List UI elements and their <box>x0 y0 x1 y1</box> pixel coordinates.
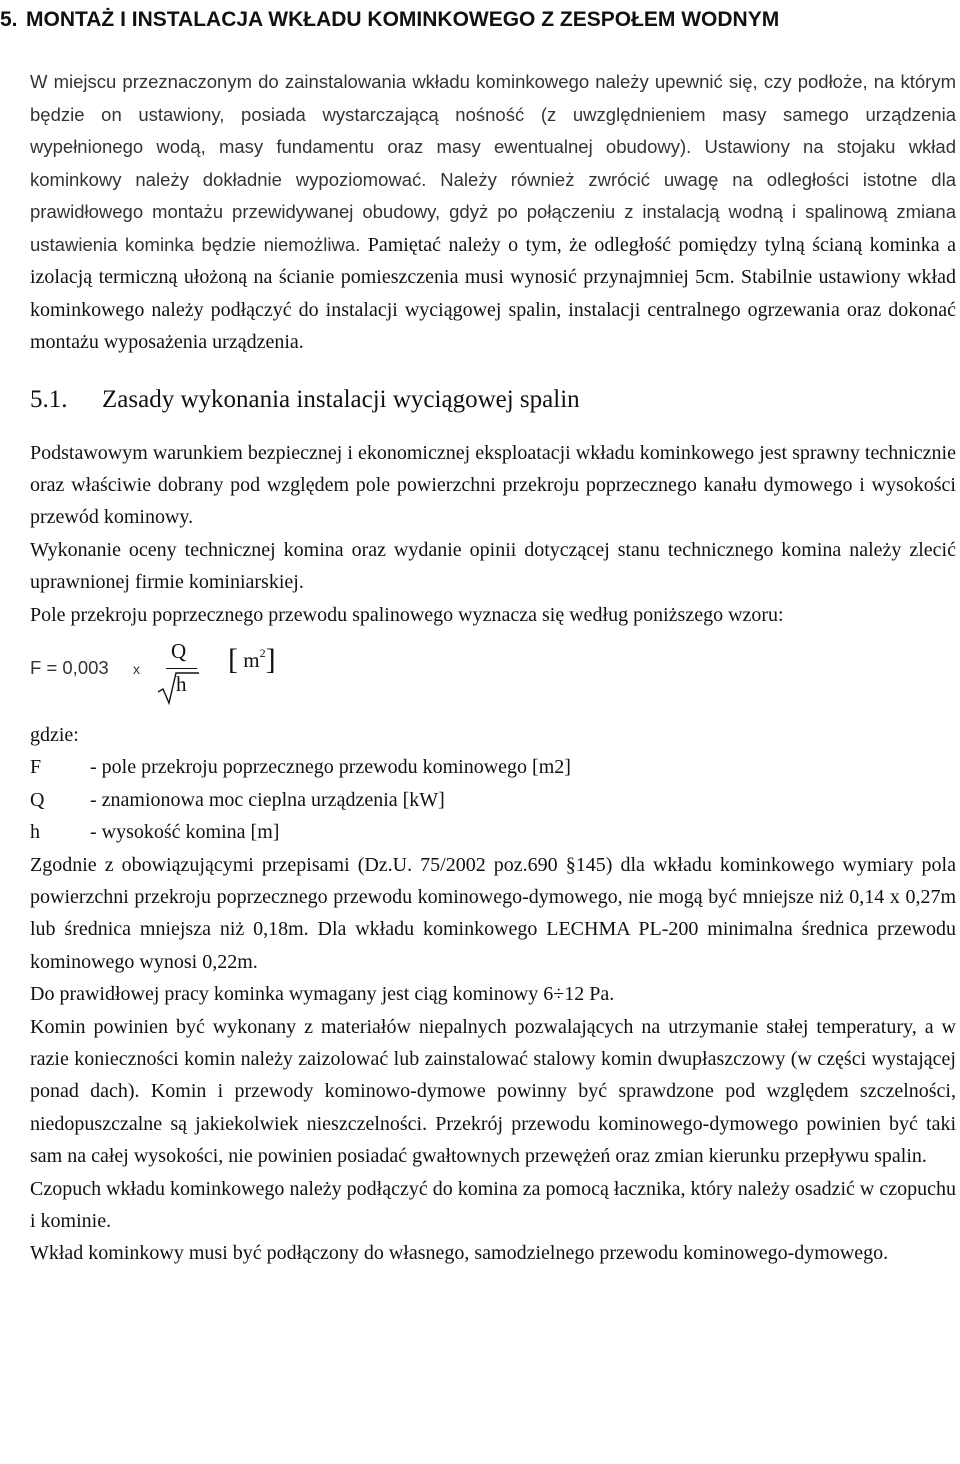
paragraph-flue-connection: Czopuch wkładu kominkowego należy podłączyć do komina za pomocą łacznika, który należy osadzić w czopuchu i kominie. <box>30 1177 956 1233</box>
formula-unit-exponent: 2 <box>259 645 266 660</box>
fraction-bar <box>166 668 197 669</box>
paragraph-assessment: Wykonanie oceny technicznej komina oraz wydanie opinii dotyczącej stanu technicznego komina należy zlecić uprawnionej firmie kominiarskiej. <box>30 538 956 594</box>
formula-times-sign: x <box>133 660 140 677</box>
definition-text: - wysokość komina [m] <box>90 821 280 844</box>
definition-symbol: F <box>30 756 42 779</box>
section-title: MONTAŻ I INSTALACJA WKŁADU KOMINKOWEGO Z ZESPOŁEM WODNYM <box>26 8 780 31</box>
definitions-list <box>30 751 956 848</box>
definitions-label: gdzie: <box>30 723 79 746</box>
paragraph-conditions: Podstawowym warunkiem bezpiecznej i ekonomicznej eksploatacji wkładu kominkowego jest sprawny technicznie oraz właściwie dobrany pod względem pole powierzchni przekroju poprzecznego kanału dymowego i wysokości przewód kominowy. <box>30 441 956 529</box>
formula-numerator: Q <box>171 638 187 663</box>
formula-lhs: F = 0,003 <box>30 656 109 678</box>
subsection-title: Zasady wykonania instalacji wyciągowej spalin <box>102 385 580 413</box>
paragraph-chimney-materials: Komin powinien być wykonany z materiałów niepalnych pozwalających na utrzymanie stałej temperatury, a w razie konieczności komin należy zaizolować lub zainstalować stalowy komin dwupłaszczowy (w części wystającej ponad dach). Komin i przewody kominowo-dymowe powinny być sprawdzone pod względem szczelności, niedopuszczalne są jakiekolwiek nieszczelności. Przekrój przewodu kominowego-dymowego powinien być taki sam na całej wysokości, nie powinien posiadać gwałtownych przewężeń oraz zmian kierunku przepływu spalin. <box>30 1015 956 1168</box>
paragraph-draft: Do prawidłowej pracy kominka wymagany jest ciąg kominowy 6÷12 Pa. <box>30 983 615 1006</box>
definition-symbol: Q <box>30 788 45 811</box>
definition-text: - pole przekroju poprzecznego przewodu kominowego [m2] <box>90 756 571 779</box>
area-formula <box>30 635 956 707</box>
formula-unit: [ $m^2$] <box>228 642 276 676</box>
definition-item <box>30 816 956 848</box>
definition-symbol: h <box>30 821 40 844</box>
definition-text: - znamionowa moc cieplna urządzenia [kW] <box>90 788 445 811</box>
subsection-heading <box>30 383 956 417</box>
paragraph-own-flue: Wkład kominkowy musi być podłączony do własnego, samodzielnego przewodu kominowego-dymowego. <box>30 1242 889 1265</box>
paragraph-regulations: Zgodnie z obowiązującymi przepisami (Dz.U. 75/2002 poz.690 §145) dla wkładu kominkowego wymiary pola powierzchni przekroju poprzecznego przewodu kominowego-dymowego, nie mogą być mniejsze niż 0,14 x 0,27m lub średnica mniejsza niż 0,18m. Dla wkładu kominkowego LECHMA PL-200 minimalna średnica przewodu kominowego wynosi 0,22m. <box>30 853 956 973</box>
intro-paragraph <box>30 66 956 359</box>
section-heading <box>0 6 956 34</box>
intro-part-1: W miejscu przeznaczonym do zainstalowania wkładu kominkowego należy upewnić się, czy podłoże, na którym będzie on ustawiony, posiada wystarczającą nośność (z uwzględnieniem masy samego urządzenia wypełnionego wodą, masy fundamentu oraz masy ewentualnej obudowy). Ustawiony na stojaku wkład kominkowy należy dokładnie wypoziomować. Należy również zwrócić uwagę na odległości istotne dla prawidłowego montażu przewidywanej obudowy, gdyż po połączeniu z instalacją wodną i spalinową zmiana ustawienia kominka będzie niemożliwa. <box>30 71 956 255</box>
definition-item <box>30 784 956 816</box>
formula-denominator: h <box>176 671 187 696</box>
paragraph-formula-intro: Pole przekroju poprzecznego przewodu spalinowego wyznacza się według poniższego wzoru: <box>30 603 784 626</box>
formula-unit-base: m <box>243 647 260 672</box>
definition-item <box>30 751 956 783</box>
section-number: 5. <box>0 8 18 31</box>
intro-part-2: Pamiętać należy o tym, że odległość pomiędzy tylną ścianą kominka a izolacją termiczną ułożoną na ścianie pomieszczenia musi wynosić przynajmniej 5cm. Stabilnie ustawiony wkład kominkowego należy podłączyć do instalacji wyciągowej spalin, instalacji centralnego ogrzewania oraz dokonać montażu wyposażenia urządzenia. <box>30 233 957 353</box>
subsection-number: 5.1. <box>30 385 68 413</box>
